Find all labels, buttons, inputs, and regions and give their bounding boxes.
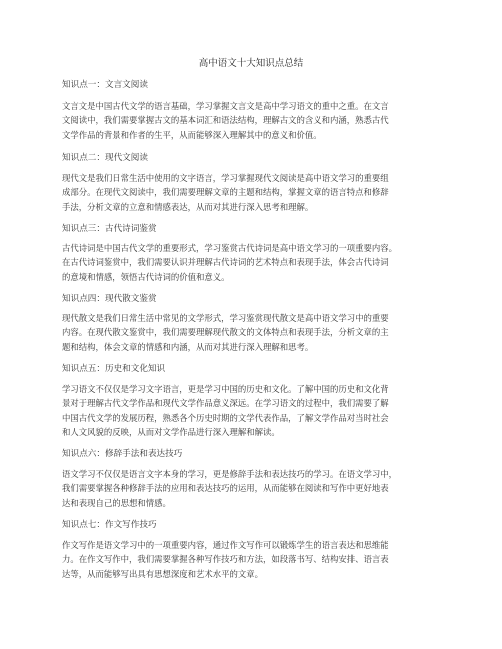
paragraph-line: 达等，从而能够写出具有思想深度和艺术水平的文章。 — [62, 568, 263, 579]
section-paragraph — [62, 171, 442, 214]
paragraph-line: 我们需要掌握各种修辞手法的应用和表达技巧的运用，从而能够在阅读和写作中更好地表 — [62, 483, 389, 494]
paragraph-line: 内容。在现代散文鉴赏中，我们需要理解现代散文的文体特点和表现手法，分析文章的主 — [62, 327, 389, 338]
paragraph-line: 文言文是中国古代文学的语言基础，学习掌握文言文是高中学习语文的重中之重。在文言 — [62, 101, 389, 111]
document-title: 高中语文十大知识点总结 — [198, 58, 304, 69]
section-heading: 知识点一：文言文阅读 — [62, 80, 148, 90]
paragraph-line: 文学作品的背景和作者的生平，从而能够深入理解其中的意义和价值。 — [62, 129, 322, 140]
paragraph-line: 成部分。在现代文阅读中，我们需要理解文章的主题和结构，掌握文章的语言特点和修辞 — [62, 187, 389, 198]
paragraph-line: 和人文风貌的反映，从而对文学作品进行深入理解和解读。 — [62, 427, 280, 438]
paragraph-line: 达和表现自己的思想和情感。 — [62, 497, 171, 508]
paragraph-line: 手法，分析文章的立意和情感表达，从而对其进行深入思考和理解。 — [62, 201, 314, 212]
section-paragraph — [62, 311, 442, 354]
section-heading: 知识点二：现代文阅读 — [62, 153, 148, 163]
section-paragraph — [62, 538, 442, 581]
section-heading: 知识点四：现代散文鉴赏 — [62, 294, 157, 304]
paragraph-line: 中国古代文学的发展历程，熟悉各个历史时期的文学代表作品，了解文学作品对当时社会 — [62, 412, 389, 423]
section-paragraph — [62, 241, 442, 284]
paragraph-line: 现代散文是我们日常生活中常见的文学形式，学习鉴赏现代散文是高中语文学习中的重要 — [62, 313, 389, 323]
paragraph-line: 力。在作文写作中，我们需要掌握各种写作技巧和方法，如段落书写、结构安排、语言表 — [62, 554, 389, 565]
paragraph-line: 在古代诗词鉴赏中，我们需要认识并理解古代诗词的艺术特点和表现手法，体会古代诗词 — [62, 257, 389, 268]
section-paragraph — [62, 467, 442, 510]
section-heading: 知识点三：古代诗词鉴赏 — [62, 224, 157, 234]
paragraph-line: 古代诗词是中国古代文学的重要形式，学习鉴赏古代诗词是高中语文学习的一项重要内容。 — [62, 243, 397, 253]
section-heading: 知识点七：作文写作技巧 — [62, 520, 157, 530]
paragraph-line: 景对于理解古代文学作品和现代文学作品意义深远。在学习语文的过程中，我们需要了解 — [62, 398, 389, 409]
paragraph-line: 学习语文不仅仅是学习文字语言，更是学习中国的历史和文化。了解中国的历史和文化背 — [62, 384, 389, 394]
paragraph-line: 的意境和情感，领悟古代诗词的价值和意义。 — [62, 271, 230, 282]
paragraph-line: 题和结构，体会文章的情感和内涵，从而对其进行深入理解和思考。 — [62, 341, 314, 352]
paragraph-line: 作文写作是语文学习中的一项重要内容，通过作文写作可以锻炼学生的语言表达和思维能 — [62, 540, 389, 550]
paragraph-line: 文阅读中，我们需要掌握古文的基本词汇和语法结构，理解古文的含义和内涵，熟悉古代 — [62, 115, 389, 126]
section-paragraph — [62, 99, 442, 142]
section-paragraph — [62, 382, 442, 440]
section-heading: 知识点五：历史和文化知识 — [62, 364, 166, 374]
paragraph-line: 现代文是我们日常生活中使用的文字语言，学习掌握现代文阅读是高中语文学习的重要组 — [62, 173, 389, 183]
paragraph-line: 语文学习不仅仅是语言文字本身的学习，更是修辞手法和表达技巧的学习。在语文学习中， — [62, 469, 397, 479]
section-heading: 知识点六：修辞手法和表达技巧 — [62, 449, 183, 459]
